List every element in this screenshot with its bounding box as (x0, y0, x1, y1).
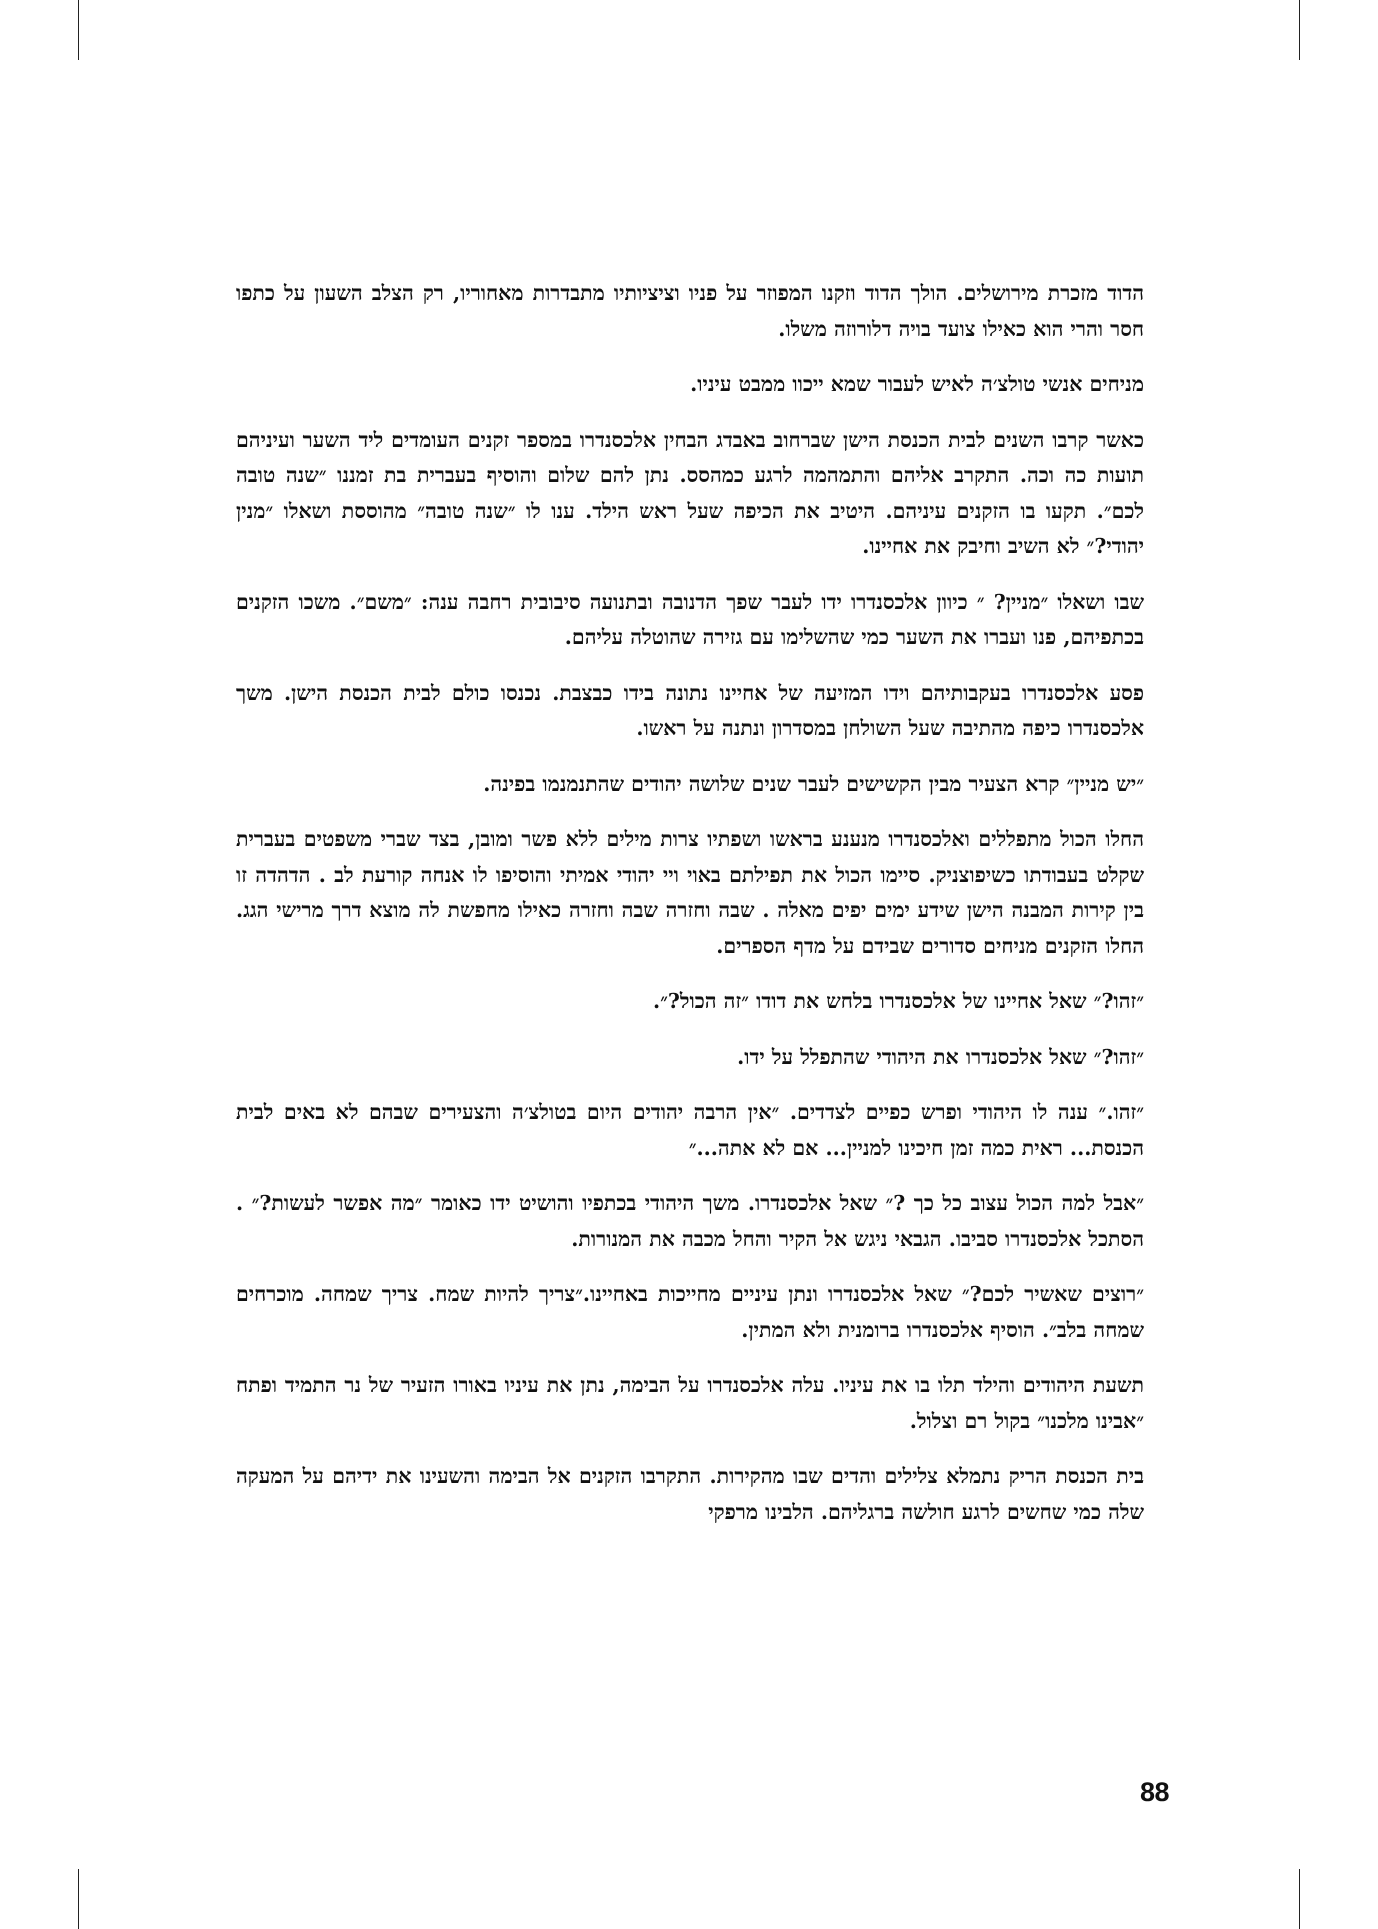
paragraph: ״זהו?״ שאל אלכסנדרו את היהודי שהתפלל על ידו. (737, 1044, 1144, 1069)
paragraph: ״זהו?״ שאל אחיינו של אלכסנדרו בלחש את דודו ״זה הכול?״. (652, 989, 1144, 1013)
crop-mark-bottom-right (1299, 1869, 1300, 1929)
paragraph: תשעת היהודים והילד תלו בו את עיניו. עלה אלכסנדרו על הבימה, נתן את עיניו באורו הזעיר של נר התמיד ופתח ״אבינו מלכנו״ בקול רם וצלול. (236, 1373, 1144, 1433)
page-number: 88 (1140, 1777, 1170, 1807)
paragraph: החלו הכול מתפללים ואלכסנדרו מנענע בראשו ושפתיו צרות מילים ללא פשר ומובן, בצד שברי משפטים בעברית שקלט בעבודתו כשיפוצניק. סיימו הכול את תפילתם באוי ויי יהודי אמיתי והוסיפו לו אנחה קורעת לב . הדהדה זו בין קירות המבנה הישן שידע ימים יפים מאלה . שבה וחזרה שבה וחזרה כאילו מחפשת לה מוצא דרך מרישי הגג. החלו הזקנים מניחים סדורים שבידם על מדף הספרים. (236, 827, 1144, 958)
paragraph: ״זהו.״ ענה לו היהודי ופרש כפיים לצדדים. ״אין הרבה יהודים היום בטולצ׳ה והצעירים שבהם לא באים לבית הכנסת... ראית כמה זמן חיכינו למניין... אם לא אתה...״ (236, 1100, 1144, 1160)
paragraph: מניחים אנשי טולצ׳ה לאיש לעבור שמא ייכוו ממבט עיניו. (690, 372, 1144, 396)
crop-mark-top-left (78, 0, 79, 60)
paragraph: ״רוצים שאשיר לכם?״ שאל אלכסנדרו ונתן עיניים מחייכות באחיינו.״צריך להיות שמח. צריך שמחה. מוכרחים שמחה בלב״. הוסיף אלכסנדרו ברומנית ולא המתין. (236, 1282, 1144, 1342)
crop-mark-bottom-left (78, 1869, 79, 1929)
crop-mark-top-right (1299, 0, 1300, 60)
paragraph: ״יש מניין״ קרא הצעיר מבין הקשישים לעבר שנים שלושה יהודים שהתנמנמו בפינה. (483, 771, 1144, 796)
paragraph: ״אבל למה הכול עצוב כל כך ?״ שאל אלכסנדרו. משך היהודי בכתפיו והושיט ידו כאומר ״מה אפשר לעשות?״ . הסתכל אלכסנדרו סביבו. הגבאי ניגש אל הקיר והחל מכבה את המנורות. (236, 1191, 1144, 1251)
paragraph: שבו ושאלו ״מניין? ״ כיוון אלכסנדרו ידו לעבר שפך הדנובה ובתנועה סיבובית רחבה ענה: ״משם״. משכו הזקנים בכתפיהם, פנו ועברו את השער כמי שהשלימו עם גזירה שהוטלה עליהם. (236, 589, 1144, 649)
body-text (236, 276, 1144, 1550)
paragraph: בית הכנסת הריק נתמלא צלילים והדים שבו מהקירות. התקרבו הזקנים אל הבימה והשעינו את ידיהם על המעקה שלה כמי שחשים לרגע חולשה ברגליהם. הלבינו מרפקי (236, 1464, 1144, 1524)
paragraph: פסע אלכסנדרו בעקבותיהם וידו המזיעה של אחיינו נתונה בידו כבצבת. נכנסו כולם לבית הכנסת הישן. משך אלכסנדרו כיפה מהתיבה שעל השולחן במסדרון ונתנה על ראשו. (236, 680, 1144, 740)
paragraph: כאשר קרבו השנים לבית הכנסת הישן שברחוב באבדג הבחין אלכסנדרו במספר זקנים העומדים ליד השער ועיניהם תועות כה וכה. התקרב אליהם והתמהמה לרגע כמהסס. נתן להם שלום והוסיף בעברית בת זמננו ״שנה טובה לכם״. תקעו בו הזקנים עיניהם. היטיב את הכיפה שעל ראש הילד. ענו לו ״שנה טובה״ מהוססת ושאלו ״מנין יהודי?״ לא השיב וחיבק את אחיינו. (236, 427, 1144, 558)
paragraph: הדוד מזכרת מירושלים. הולך הדוד וזקנו המפוזר על פניו וציציותיו מתבדרות מאחוריו, רק הצלב השעון על כתפו חסר והרי הוא כאילו צועד בויה דלורוזה משלו. (236, 281, 1144, 341)
